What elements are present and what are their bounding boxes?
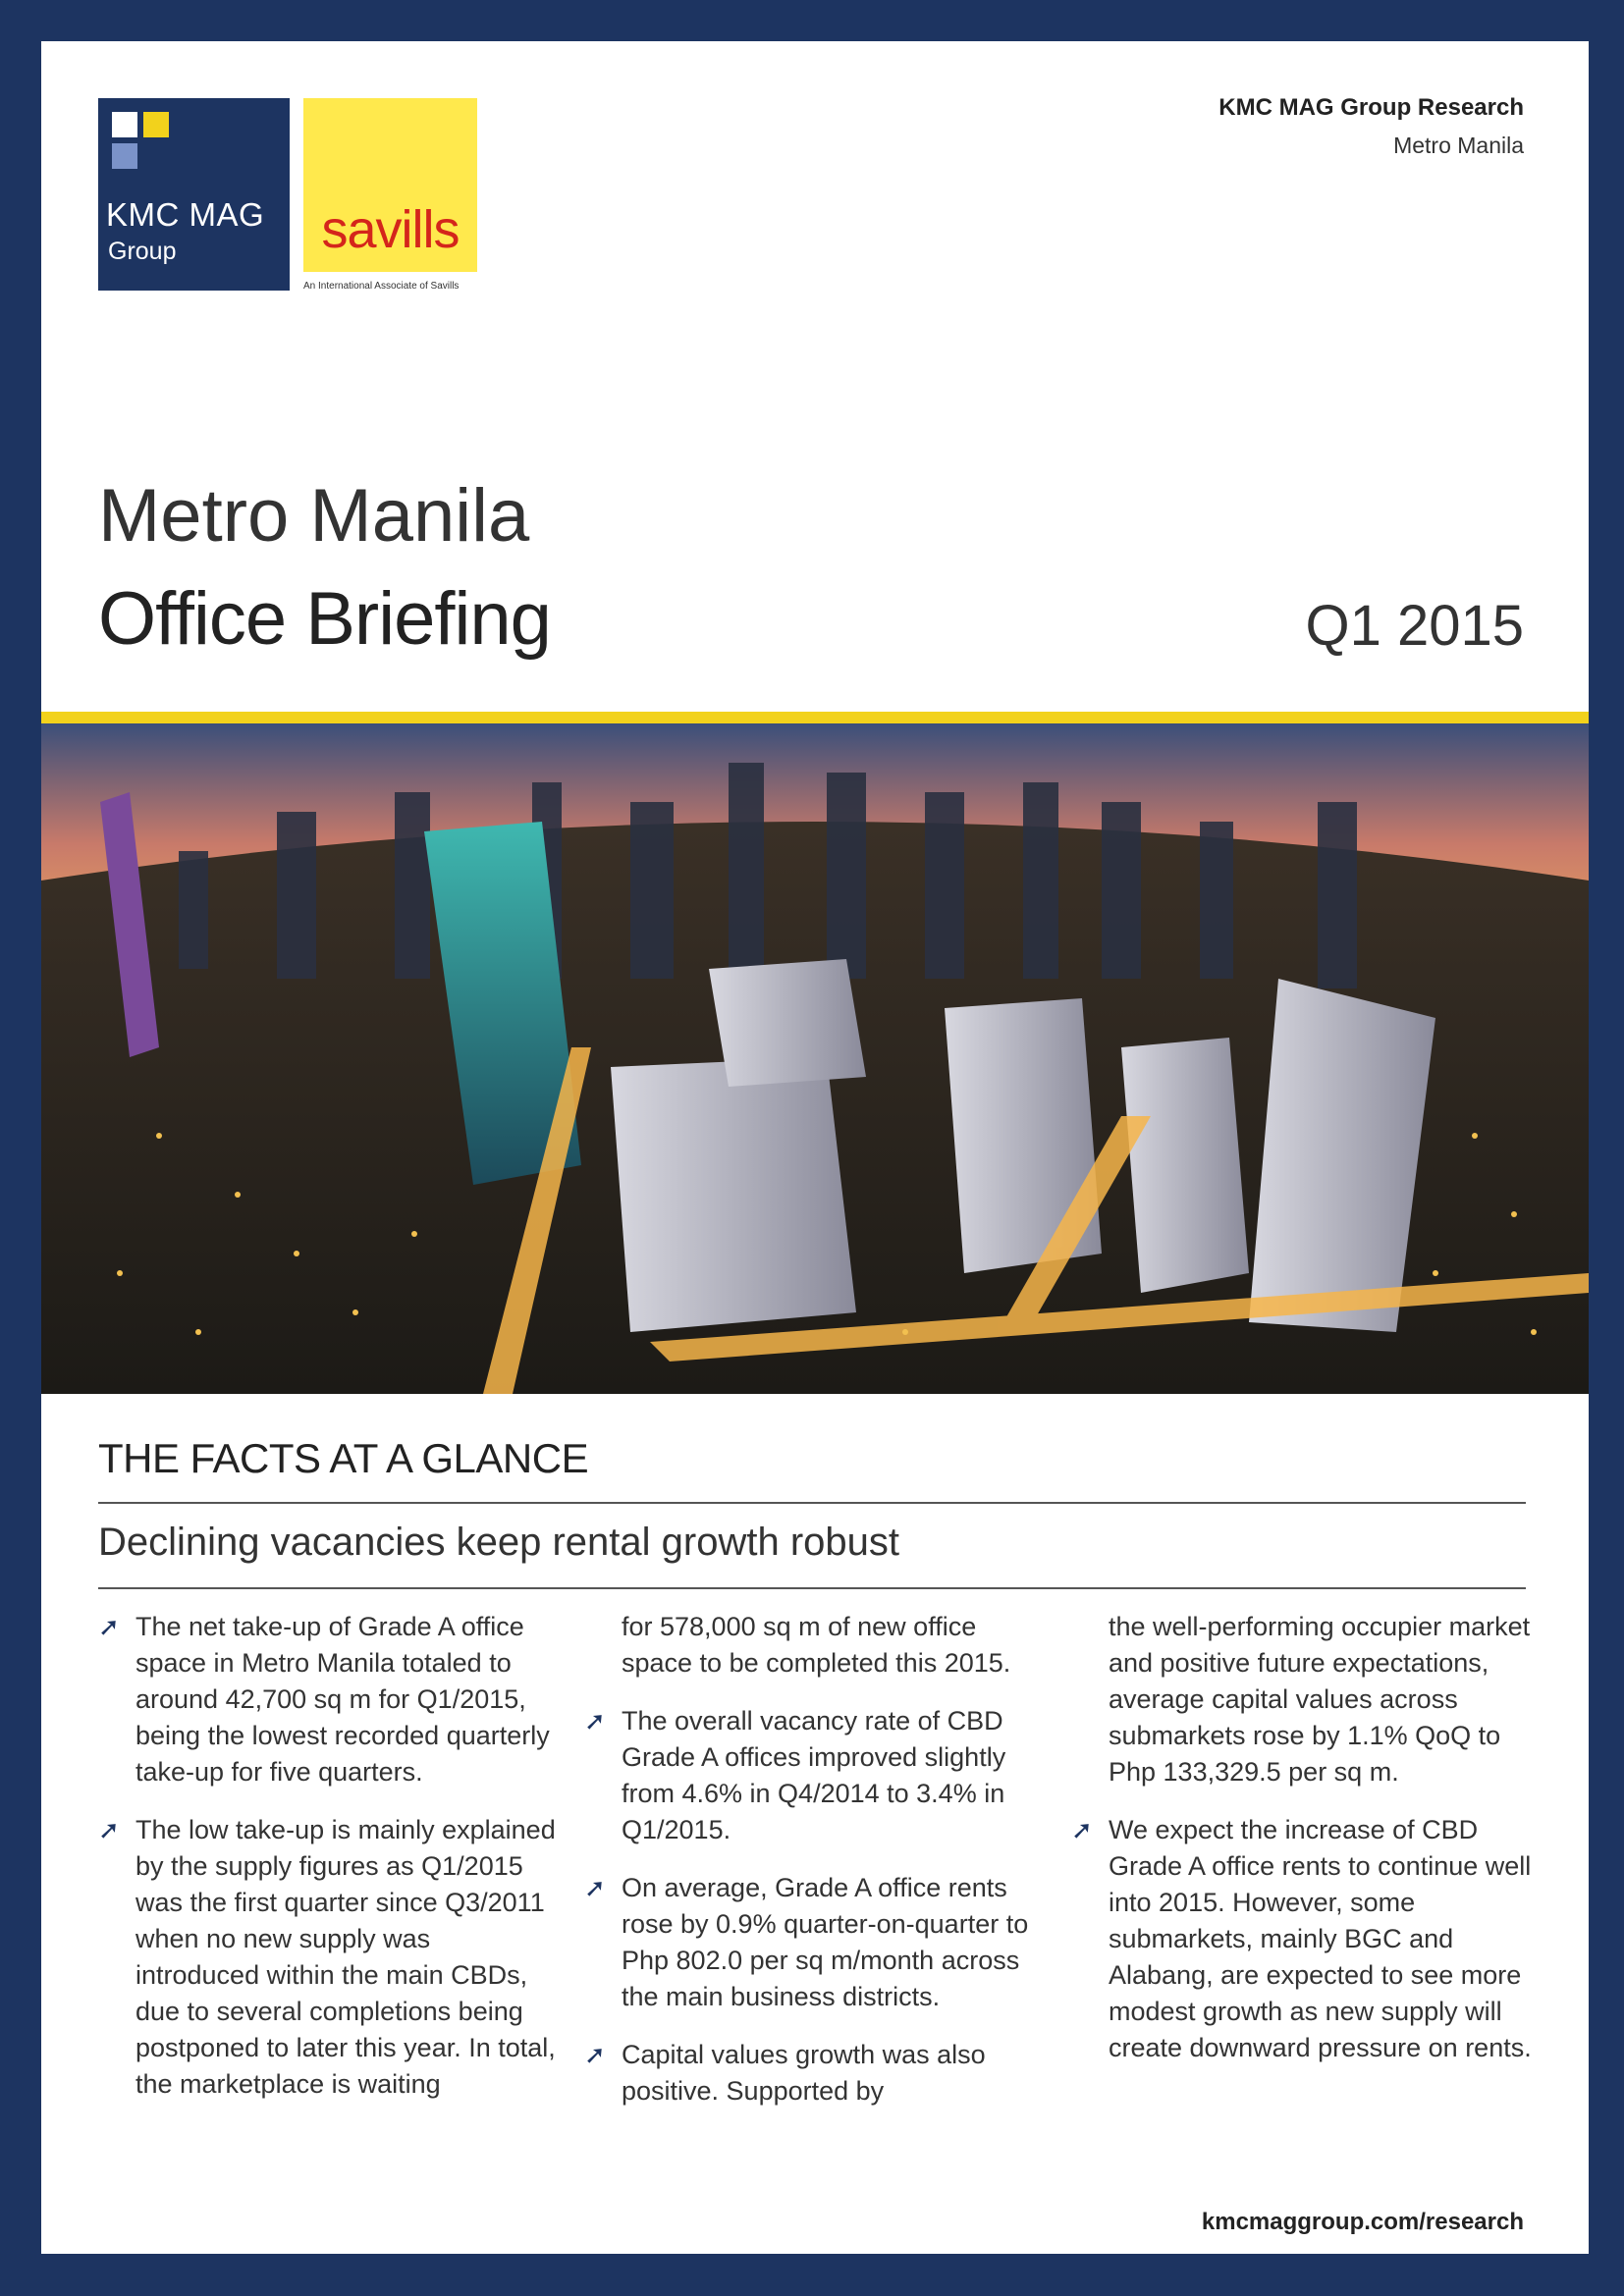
fact-bullet (584, 1703, 1046, 1848)
facts-heading: THE FACTS AT A GLANCE (98, 1435, 589, 1481)
savills-logo (303, 98, 477, 272)
city-skyline-photo (41, 723, 1589, 1394)
yellow-divider (41, 712, 1589, 723)
page-title: Office Briefing (98, 577, 551, 661)
logo-square-blue (112, 143, 137, 169)
divider-line (98, 1502, 1526, 1504)
report-quarter: Q1 2015 (1305, 594, 1524, 658)
logo-square-white (112, 112, 137, 137)
page (41, 41, 1589, 2254)
fact-text: The net take-up of Grade A office space in Metro Manila totaled to around 42,700 sq m for Q1/2015, being the lowest recorded quarterly take-up for five quarters. (135, 1612, 550, 1787)
logo-square-yellow (143, 112, 169, 137)
fact-bullet (98, 1812, 560, 2103)
title-location: Metro Manila (98, 474, 530, 558)
arrow-up-right-icon: ➚ (584, 2040, 606, 2069)
fact-text: We expect the increase of CBD Grade A office rents to continue well into 2015. However, some submarkets, mainly BGC and Alabang, are expected to see more modest growth as new supply will create downward pressure on rents. (1109, 1815, 1532, 2062)
fact-text: On average, Grade A office rents rose by 0.9% quarter-on-quarter to Php 802.0 per sq m/month across the main business districts. (622, 1873, 1029, 2011)
facts-column-2 (584, 1609, 1046, 2131)
fact-bullet (98, 1609, 560, 1790)
header-location: Metro Manila (1393, 133, 1524, 158)
savills-tagline: An International Associate of Savills (303, 281, 460, 292)
savills-logo-text: savills (321, 200, 460, 259)
arrow-up-right-icon: ➚ (584, 1873, 606, 1902)
fact-text-continued: for 578,000 sq m of new office space to be completed this 2015. (622, 1612, 1011, 1678)
fact-bullet (584, 2037, 1046, 2109)
fact-bullet (584, 1870, 1046, 2015)
fact-text-continued: the well-performing occupier market and positive future expectations, average capital values across submarkets rose by 1.1% QoQ to Php 133,329.5 per sq m. (1109, 1612, 1531, 1787)
divider-line (98, 1587, 1526, 1589)
kmc-logo-text: KMC MAG (106, 196, 265, 233)
footer-link[interactable]: kmcmaggroup.com/research (1201, 2209, 1524, 2235)
fact-text: Capital values growth was also positive. Supported by (622, 2040, 986, 2106)
arrow-up-right-icon: ➚ (98, 1815, 120, 1844)
kmc-mag-logo (98, 98, 290, 291)
fact-text: The low take-up is mainly explained by the supply figures as Q1/2015 was the first quarter since Q3/2011 when no new supply was introduced within the main CBDs, due to several completions being postponed to later this year. In total, the marketplace is waiting (135, 1815, 556, 2099)
header-org: KMC MAG Group Research (1218, 94, 1524, 121)
fact-text: The overall vacancy rate of CBD Grade A offices improved slightly from 4.6% in Q4/2014 to 3.4% in Q1/2015. (622, 1706, 1006, 1844)
facts-column-3 (1071, 1609, 1533, 2088)
arrow-up-right-icon: ➚ (584, 1706, 606, 1735)
city-skyline-photo-svg (41, 723, 1589, 1394)
kmc-logo-subtext: Group (108, 238, 177, 265)
arrow-up-right-icon: ➚ (1071, 1815, 1093, 1844)
facts-column-1 (98, 1609, 560, 2124)
arrow-up-right-icon: ➚ (98, 1612, 120, 1641)
facts-subheading: Declining vacancies keep rental growth robust (98, 1521, 899, 1564)
fact-bullet (1071, 1812, 1533, 2066)
